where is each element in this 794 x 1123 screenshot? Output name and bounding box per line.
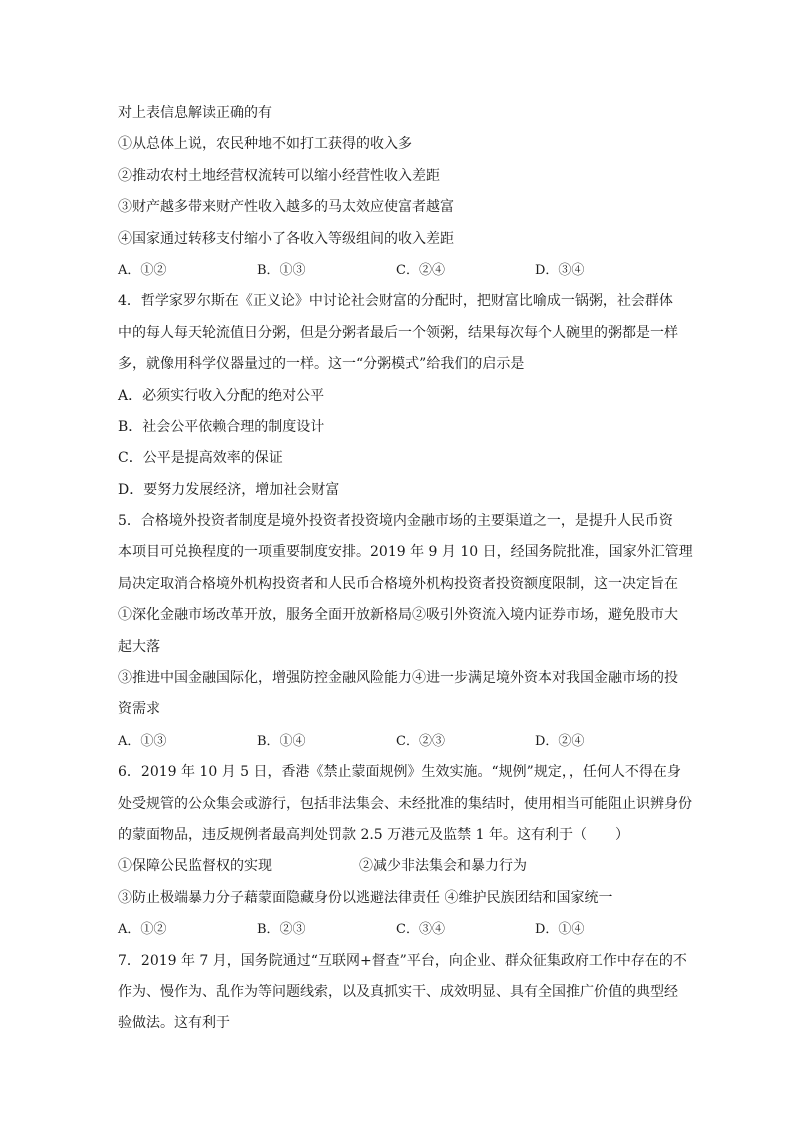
q5-option-d: D．②④	[535, 733, 585, 749]
q3-option-c: C．②④	[396, 262, 445, 278]
q5-option-c: C．②③	[396, 733, 445, 749]
q4-option-a: A．必须实行收入分配的绝对公平	[118, 387, 325, 404]
q7-stem-line-1: 7．2019 年 7 月，国务院通过“互联网+督查”平台，向企业、群众征集政府工作中存在的不	[118, 952, 687, 969]
q5-option-a: A．①③	[118, 733, 167, 749]
q5-option-b: B．①④	[257, 733, 306, 749]
q4-option-d: D．要努力发展经济，增加社会财富	[118, 481, 340, 498]
q4-option-b: B．社会公平依赖合理的制度设计	[118, 418, 325, 435]
q6-option-a: A．①②	[118, 922, 167, 938]
q3-choice-4: ④国家通过转移支付缩小了各收入等级组间的收入差距	[118, 230, 454, 247]
q5-options	[118, 726, 678, 757]
q4-option-c: C．公平是提高效率的保证	[118, 450, 283, 467]
q6-option-c: C．③④	[396, 922, 445, 938]
q4-stem-line-1: 4．哲学家罗尔斯在《正义论》中讨论社会财富的分配时，把财富比喻成一锅粥，社会群体	[118, 293, 673, 310]
q3-option-d: D．③④	[535, 262, 585, 278]
q3-choice-3: ③财产越多带来财产性收入越多的马太效应使富者越富	[118, 199, 454, 216]
q6-stem-line-3: 的蒙面物品，违反规例者最高判处罚款 2.5 万港元及监禁 1 年。这有利于（ ）	[118, 826, 629, 843]
table-prompt: 对上表信息解读正确的有	[118, 105, 272, 121]
q3-option-b: B．①③	[257, 262, 306, 278]
q7-stem-line-3: 验做法。这有利于	[118, 1015, 230, 1032]
q6-choice-row-2: ③防止极端暴力分子藉蒙面隐藏身份以逃避法律责任 ④维护民族团结和国家统一	[118, 889, 613, 906]
q3-choice-1: ①从总体上说，农民种地不如打工获得的收入多	[118, 136, 412, 153]
q5-choice-line-4: 资需求	[118, 701, 160, 718]
q5-stem-line-2: 本项目可兑换程度的一项重要制度安排。2019 年 9 月 10 日，经国务院批准，国家外汇管理	[118, 544, 693, 561]
q5-stem-line-3: 局决定取消合格境外机构投资者和人民币合格境外机构投资者投资额度限制，这一决定旨在	[118, 575, 678, 592]
q5-stem-line-1: 5．合格境外投资者制度是境外投资者投资境内金融市场的主要渠道之一，是提升人民币资	[118, 513, 673, 530]
q6-stem-line-2: 处受规管的公众集会或游行，包括非法集会、未经批准的集结时，使用相当可能阻止识辨身份	[118, 795, 692, 812]
q5-choice-line-1: ①深化金融市场改革开放，服务全面开放新格局②吸引外资流入境内证券市场，避免股市大	[118, 607, 678, 624]
q4-stem-line-3: 多，就像用科学仪器量过的一样。这一“分粥模式”给我们的启示是	[118, 356, 525, 373]
q6-options	[118, 914, 678, 945]
q5-choice-line-3: ③推进中国金融国际化，增强防控金融风险能力④进一步满足境外资本对我国金融市场的投	[118, 670, 678, 687]
q6-choice-2: ②减少非法集会和暴力行为	[359, 858, 527, 875]
q3-choice-2: ②推动农村土地经营权流转可以缩小经营性收入差距	[118, 167, 440, 184]
q6-option-b: B．②③	[257, 922, 306, 938]
q6-choice-row-1	[118, 851, 678, 882]
q6-option-d: D．①④	[535, 922, 585, 938]
q6-stem-line-1: 6．2019 年 10 月 5 日，香港《禁止蒙面规例》生效实施。“规例”规定，，任何人不得在身	[118, 764, 681, 781]
q5-choice-line-2: 起大落	[118, 638, 160, 655]
q6-choice-1: ①保障公民监督权的实现	[118, 858, 272, 875]
q3-options	[118, 255, 678, 286]
q4-stem-line-2: 中的每人每天轮流值日分粥，但是分粥者最后一个领粥，结果每次每个人碗里的粥都是一样	[118, 324, 678, 341]
q3-option-a: A．①②	[118, 262, 167, 278]
exam-page	[118, 98, 693, 1040]
q7-stem-line-2: 作为、慢作为、乱作为等问题线索，以及真抓实干、成效明显、具有全国推广价值的典型经	[118, 983, 678, 1000]
